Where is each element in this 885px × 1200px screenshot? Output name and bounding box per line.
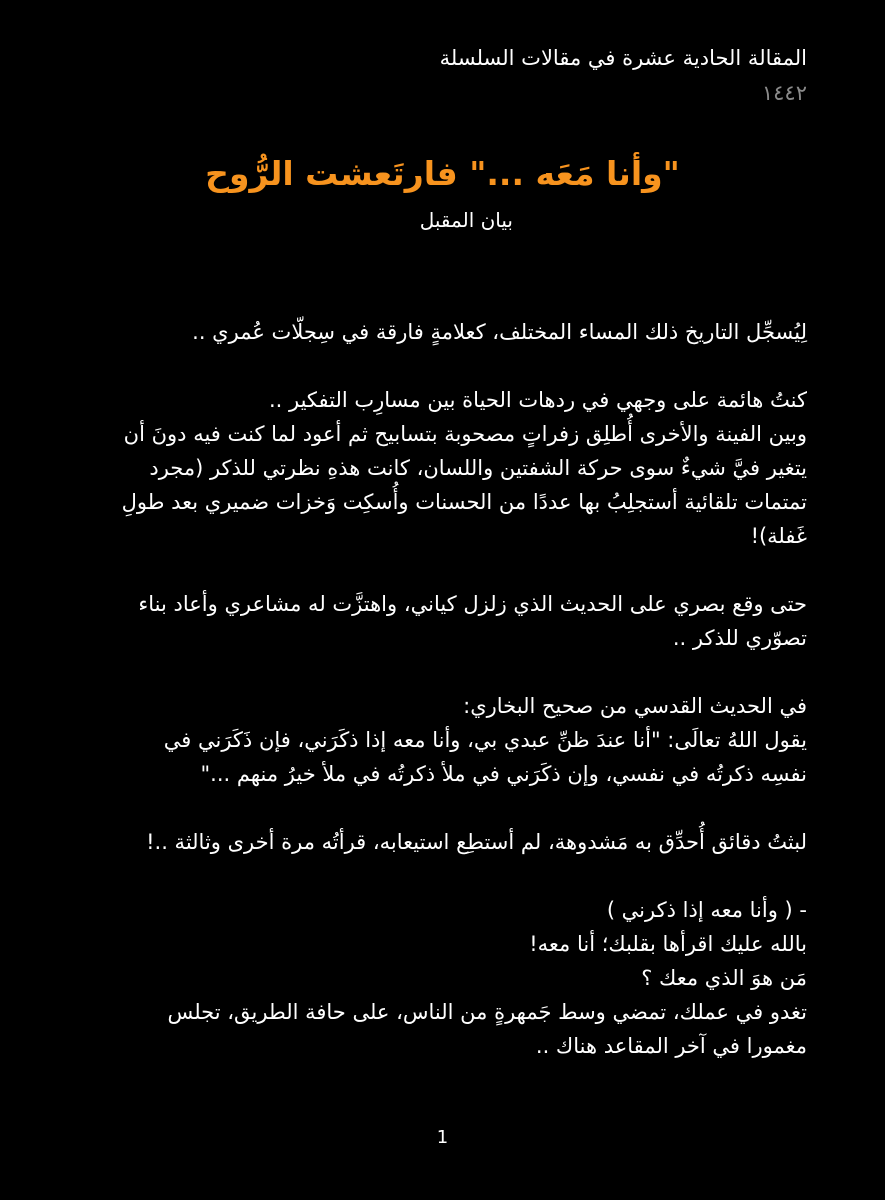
paragraph-4-line-3: نفسِه ذكرتُه في نفسي، وإن ذكَرَني في ملأ ذكرتُه في ملأ خيرُ منهم ..." [200,762,807,786]
paragraph-3-line-2: تصوّري للذكر .. [672,626,807,650]
paragraph-gap [72,553,807,587]
paragraph-6-line-5: مغمورا في آخر المقاعد هناك .. [535,1034,807,1058]
paragraph-gap [72,349,807,383]
paragraph-gap [72,655,807,689]
paragraph-3-line-1: حتى وقع بصري على الحديث الذي زلزل كياني، واهتزَّت له مشاعري وأعاد بناء [138,592,807,616]
paragraph-2-line-4: تمتمات تلقائية أستجلِبُ بها عددًا من الحسنات وأُسكِت وَخزات ضميري بعد طولِ [121,490,807,514]
paragraph-2-line-1: كنتُ هائمة على وجهي في ردهات الحياة بين مسارِب التفكير .. [268,388,807,412]
paragraph-2-line-2: وبين الفينة والأخرى أُطلِق زفراتٍ مصحوبة بتسابيح ثم أعود لما كنت فيه دونَ أن [123,422,807,446]
hijri-year: ١٤٤٢ [761,81,807,105]
paragraph-1-line-1: لِيُسجِّل التاريخ ذلك المساء المختلف، كعلامةٍ فارقة في سِجلّات عُمري .. [192,320,807,344]
article-title: "وأنا مَعَه ..." فارتَعشت الرُّوح [205,154,680,193]
series-note: المقالة الحادية عشرة في مقالات السلسلة [439,46,807,70]
paragraph-6-line-1: - ( وأنا معه إذا ذكرني ) [606,898,807,922]
paragraph-4-line-1: في الحديث القدسي من صحيح البخاري: [463,694,807,718]
paragraph-2-line-5: غَفلة)! [750,524,807,548]
author-name: بيان المقبل [419,208,513,232]
paragraph-gap [72,859,807,893]
page-number: 1 [436,1127,449,1148]
paragraph-6-line-4: تغدو في عملك، تمضي وسط جَمهرةٍ من الناس، على حافة الطريق، تجلس [167,1000,807,1024]
paragraph-2-line-3: يتغير فيَّ شيءٌ سوى حركة الشفتين واللسان، كانت هذهِ نظرتي للذكر (مجرد [149,456,807,480]
paragraph-6-line-2: بالله عليك اقرأها بقلبك؛ أنا معه! [529,932,807,956]
paragraph-gap [72,791,807,825]
article-body [72,315,807,1063]
paragraph-4-line-2: يقول اللهُ تعالَى: "أنا عندَ ظنِّ عبدي بي، وأنا معه إذا ذكَرَني، فإن ذَكَرَني في [163,728,807,752]
paragraph-5-line-1: لبثتُ دقائق أُحدِّق به مَشدوهة، لم أستطِع استيعابه، قرأتُه مرة أخرى وثالثة ..! [146,830,807,854]
paragraph-6-line-3: مَن هوَ الذي معك ؟ [641,966,807,990]
